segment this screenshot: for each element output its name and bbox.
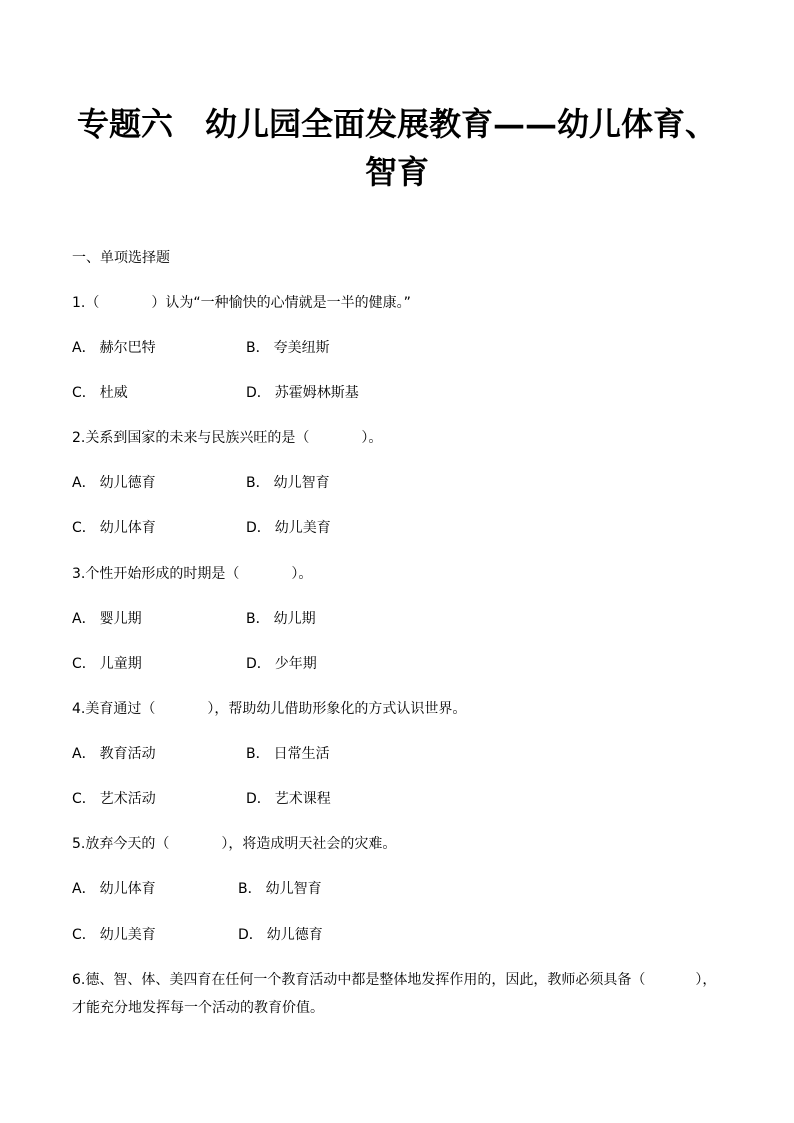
- question-4-option-a: A． 教育活动: [72, 746, 156, 762]
- question-3-option-b: B． 幼儿期: [246, 611, 316, 627]
- question-4-stem-pre: 4.美育通过（: [72, 701, 156, 717]
- question-1-option-d: D． 苏霍姆林斯基: [246, 385, 359, 401]
- question-4-stem-post: ），帮助幼儿借助形象化的方式认识世界。: [207, 701, 467, 717]
- question-1-option-a: A． 赫尔巴特: [72, 340, 156, 356]
- question-4: [72, 699, 466, 719]
- question-2: [72, 428, 382, 448]
- question-5-option-d: D． 幼儿德育: [238, 927, 323, 943]
- question-5-option-b: B． 幼儿智育: [238, 881, 322, 897]
- question-2-stem-pre: 2.关系到国家的未来与民族兴旺的是（: [72, 430, 310, 446]
- question-2-option-a: A． 幼儿德育: [72, 475, 156, 491]
- page-title: [40, 100, 754, 196]
- question-5-option-a: A． 幼儿体育: [72, 881, 156, 897]
- section-heading: 一、单项选择题: [72, 250, 170, 266]
- question-3-stem-pre: 3.个性开始形成的时期是（: [72, 566, 240, 582]
- question-1-option-c: C． 杜威: [72, 385, 128, 401]
- question-1-option-b: B． 夸美纽斯: [246, 340, 330, 356]
- question-1: [72, 293, 411, 313]
- question-2-option-c: C． 幼儿体育: [72, 520, 156, 536]
- question-1-stem-post: ）认为“一种愉快的心情就是一半的健康。”: [151, 295, 411, 311]
- question-2-option-b: B． 幼儿智育: [246, 475, 330, 491]
- question-3-option-c: C． 儿童期: [72, 656, 142, 672]
- question-6: [72, 966, 737, 1022]
- question-5: [72, 834, 396, 854]
- question-5-option-c: C． 幼儿美育: [72, 927, 156, 943]
- question-2-stem-post: ）。: [361, 430, 383, 446]
- page-title-line-2: 智育: [364, 153, 429, 191]
- question-6-line-1: 6.德、智、体、美四育在任何一个教育活动中都是整体地发挥作用的，因此，教师必须具备（ ），: [72, 972, 717, 988]
- question-1-stem-pre: 1.（: [72, 295, 100, 311]
- question-5-stem-post: ），将造成明天社会的灾难。: [221, 836, 397, 852]
- question-3: [72, 564, 312, 584]
- question-6-line-2: 才能充分地发挥每一个活动的教育价值。: [72, 1000, 324, 1016]
- question-3-option-d: D． 少年期: [246, 656, 317, 672]
- question-4-option-b: B． 日常生活: [246, 746, 330, 762]
- question-2-option-d: D． 幼儿美育: [246, 520, 331, 536]
- page-title-line-1: 专题六 幼儿园全面发展教育——幼儿体育、: [76, 105, 717, 143]
- question-3-option-a: A． 婴儿期: [72, 611, 142, 627]
- question-4-option-c: C． 艺术活动: [72, 791, 156, 807]
- question-4-option-d: D． 艺术课程: [246, 791, 331, 807]
- question-5-stem-pre: 5.放弃今天的（: [72, 836, 170, 852]
- question-3-stem-post: ）。: [291, 566, 313, 582]
